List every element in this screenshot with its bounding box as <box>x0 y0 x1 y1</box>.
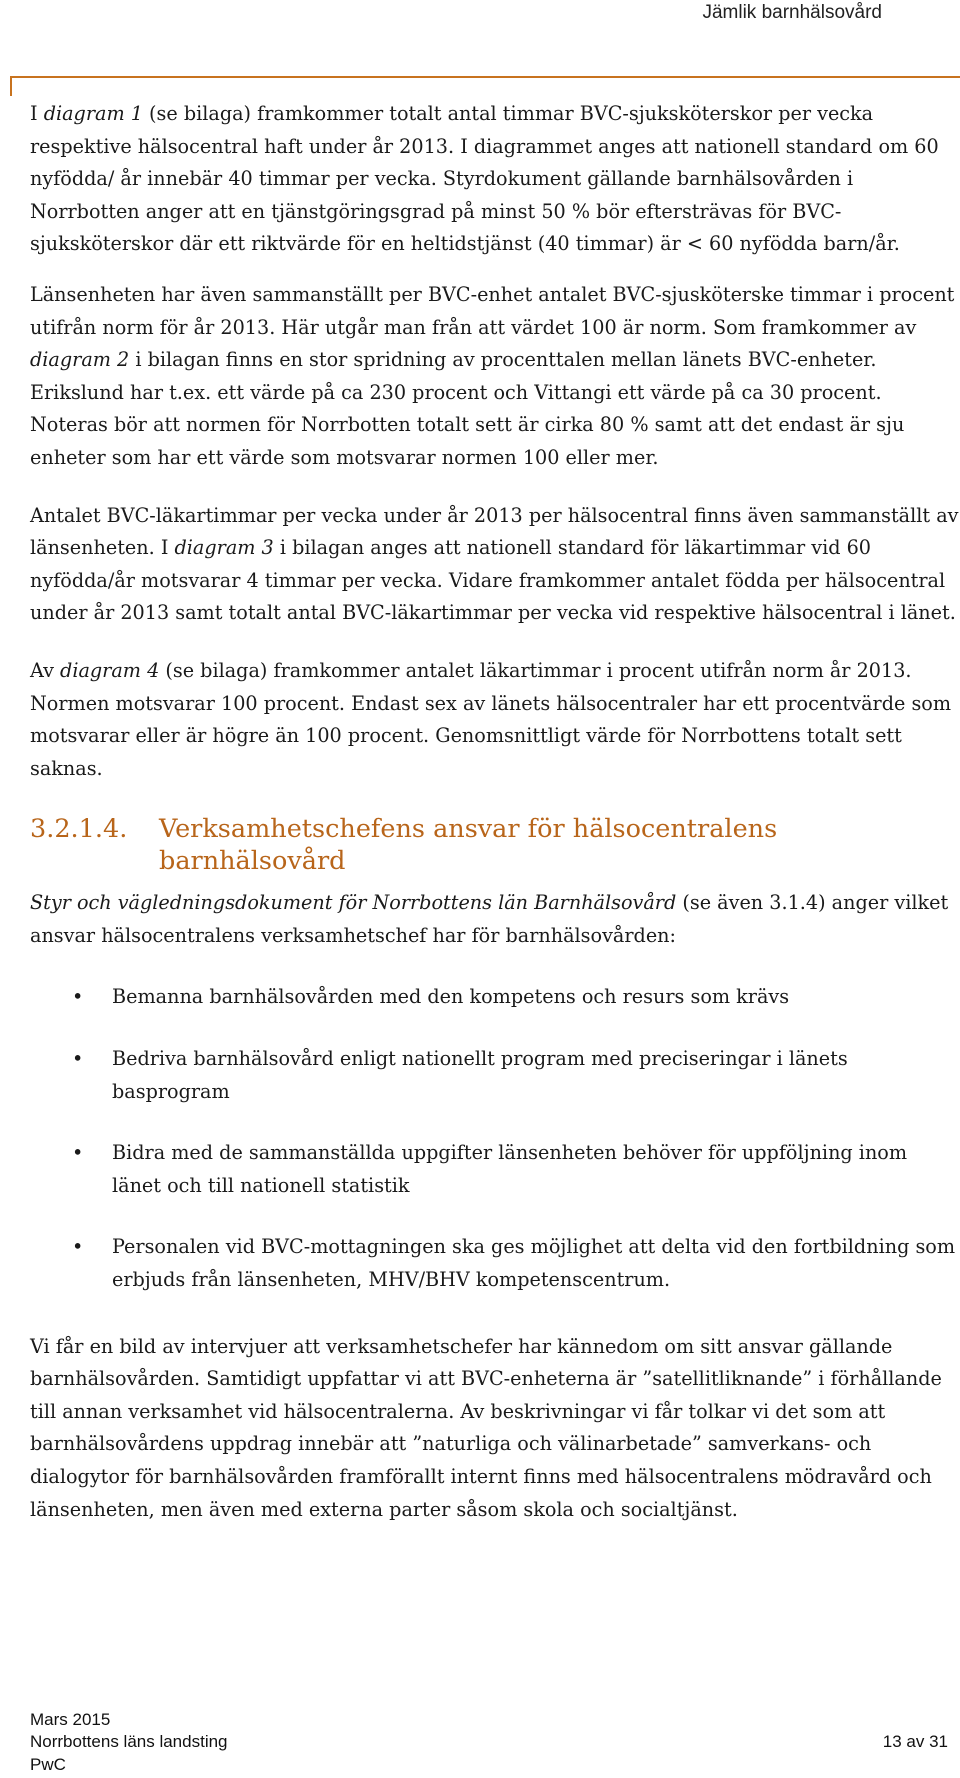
text-run: I <box>30 102 44 125</box>
text-run: Länsenheten har även sammanställt per BVC-enhet antalet BVC-sjusköterske timmar i procent utifrån norm för år 2013. Här utgår man från att värdet 100 är norm. Som framkommer av <box>30 282 955 339</box>
header-title: Jämlik barnhälsovård <box>702 2 882 23</box>
diagram-reference: diagram 4 <box>60 658 160 682</box>
page-footer <box>30 1709 950 1777</box>
bullet-icon: • <box>72 985 84 1009</box>
paragraph-diagram-4 <box>30 655 960 785</box>
list-item-text: Bedriva barnhälsovård enligt nationellt program med preciseringar i länets basprogram <box>112 1047 848 1103</box>
paragraph-diagram-2 <box>30 279 960 475</box>
bullet-icon: • <box>72 1235 84 1259</box>
text-run: i bilagan finns en stor spridning av procenttalen mellan länets BVC-enheter. Erikslund har t.ex. ett värde på ca 230 procent och Vittangi ett värde på ca 30 procent. Noteras bör att normen för Norrbotten totalt sett är cirka 80 % samt att det endast är sju enheter som har ett värde som motsvarar normen 100 eller mer. <box>30 348 905 469</box>
list-item-text: Bemanna barnhälsovården med den kompetens och resurs som krävs <box>112 985 790 1009</box>
text-run: (se bilaga) framkommer totalt antal timmar BVC-sjuksköterskor per vecka respektive hälsocentral haft under år 2013. I diagrammet anges att nationell standard om 60 nyfödda/ år innebär 40 timmar per vecka. Styrdokument gällande barnhälsovården i Norrbotten anger att en tjänstgöringsgrad på minst 50 % bör eftersträvas för BVC-sjuksköterskor där ett riktvärde för en heltidstjänst (40 timmar) är < 60 nyfödda barn/år. <box>30 102 939 256</box>
section-heading <box>30 813 960 877</box>
section-intro <box>30 887 960 952</box>
paragraph-diagram-1 <box>30 98 960 261</box>
section-number: 3.2.1.4. <box>30 814 128 845</box>
diagram-reference: diagram 2 <box>30 348 130 372</box>
list-item <box>30 1137 960 1202</box>
diagram-reference: diagram 3 <box>174 536 274 560</box>
responsibility-list <box>30 981 960 1296</box>
text-run: Av <box>30 658 61 682</box>
footer-date: Mars 2015 <box>30 1709 111 1729</box>
bullet-icon: • <box>72 1047 84 1071</box>
footer-company: PwC <box>30 1754 66 1774</box>
document-title-reference: Styr och vägledningsdokument för Norrbottens län Barnhälsovård <box>30 891 677 915</box>
section-title: Verksamhetschefens ansvar för hälsocentralens barnhälsovård <box>159 814 778 877</box>
text-run: (se bilaga) framkommer antalet läkartimmar i procent utifrån norm år 2013. Normen motsvarar 100 procent. Endast sex av länets hälsocentraler har ett procentvärde som motsvarar eller är högre än 100 procent. Genomsnittligt värde för Norrbottens totalt sett saknas. <box>30 658 952 780</box>
text-run: Antalet BVC-läkartimmar per vecka under år 2013 per hälsocentral finns även sammanställt av länsenheten. I <box>30 503 959 560</box>
list-item <box>30 1231 960 1296</box>
header-rule <box>10 76 960 78</box>
paragraph-diagram-3 <box>30 500 960 630</box>
header-rule-corner <box>10 76 12 96</box>
bullet-icon: • <box>72 1141 84 1165</box>
list-item <box>30 981 960 1014</box>
text-run: i bilagan anges att nationell standard för läkartimmar vid 60 nyfödda/år motsvarar 4 timmar per vecka. Vidare framkommer antalet födda per hälsocentral under år 2013 samt totalt antal BVC-läkartimmar per vecka vid respektive hälsocentral i länet. <box>30 536 956 625</box>
page-number: 13 av 31 <box>882 1732 948 1751</box>
footer-organization: Norrbottens läns landsting <box>30 1732 228 1751</box>
list-item-text: Bidra med de sammanställda uppgifter länsenheten behöver för uppföljning inom länet och till nationell statistik <box>112 1141 908 1197</box>
document-body <box>30 98 960 1526</box>
list-item-text: Personalen vid BVC-mottagningen ska ges möjlighet att delta vid den fortbildning som erbjuds från länsenheten, MHV/BHV kompetenscentrum. <box>112 1235 956 1292</box>
diagram-reference: diagram 1 <box>43 102 143 125</box>
closing-paragraph: Vi får en bild av intervjuer att verksamhetschefer har kännedom om sitt ansvar gällande barnhälsovården. Samtidigt uppfattar vi att BVC-enheterna är ”satellitliknande” i förhållande till annan verksamhet vid hälsocentralerna. Av beskrivningar vi får tolkar vi det som att barnhälsovårdens uppdrag innebär att ”naturliga och välinarbetade” samverkans- och dialogytor för barnhälsovården framförallt internt finns med hälsocentralens mödravård och länsenheten, men även med externa parter såsom skola och socialtjänst. <box>30 1334 942 1521</box>
list-item <box>30 1043 960 1108</box>
text-run: (se även 3.1.4) anger vilket ansvar hälsocentralens verksamhetschef har för barnhälsovården: <box>30 891 949 947</box>
